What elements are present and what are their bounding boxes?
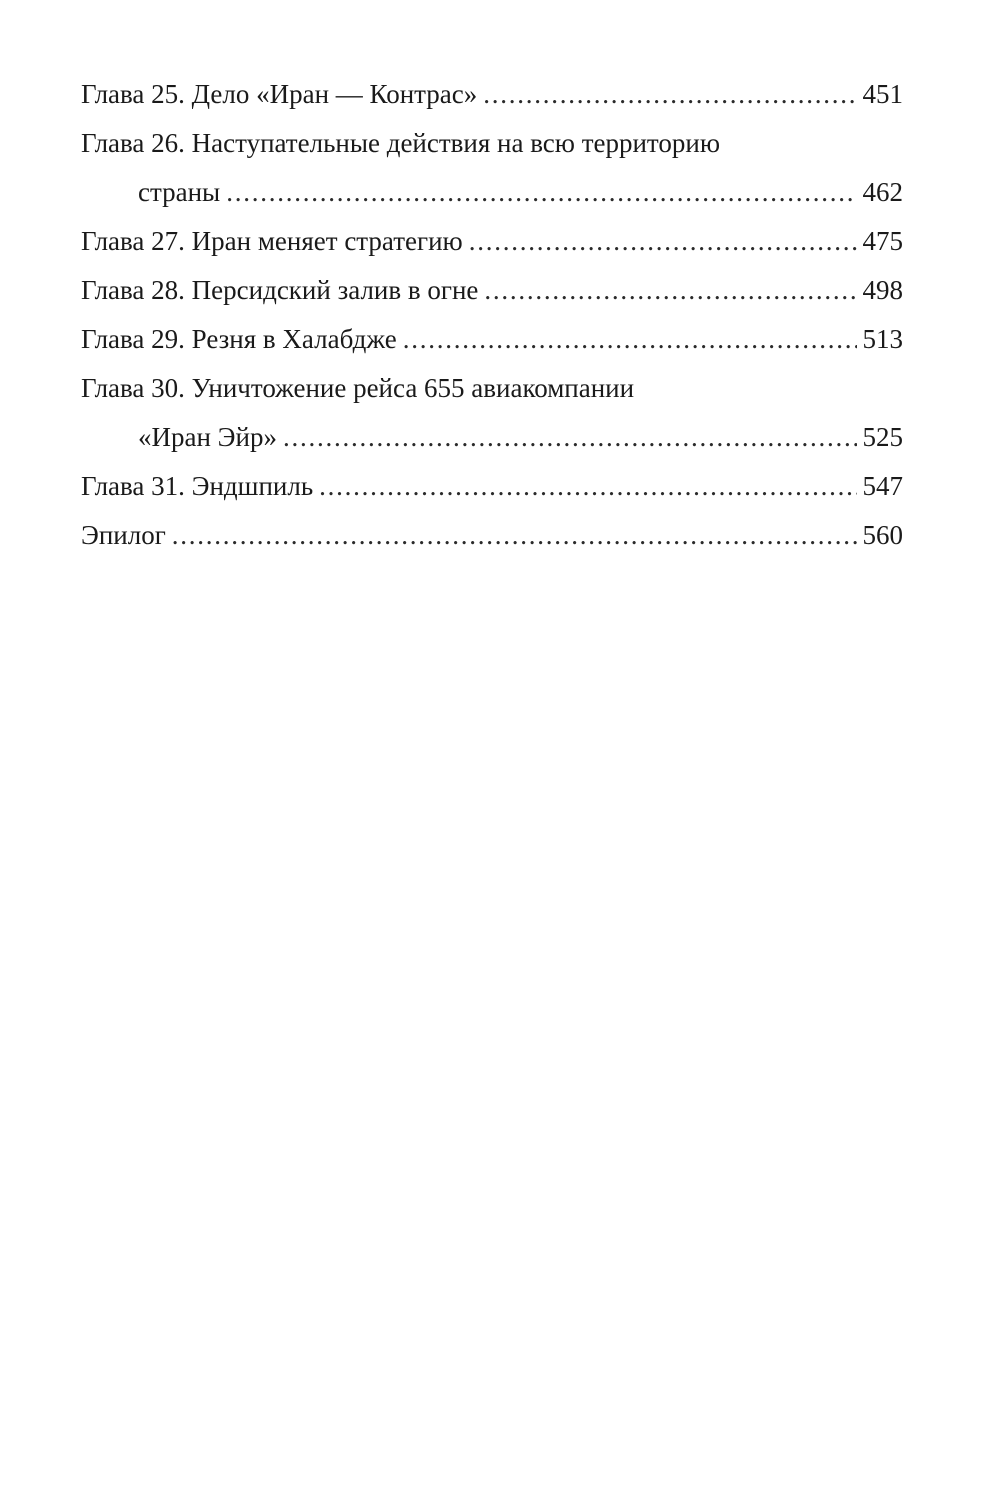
toc-entry-page: 513 bbox=[862, 324, 903, 354]
toc-entry-page: 462 bbox=[862, 177, 903, 207]
toc-entry-chapter-28[interactable] bbox=[81, 266, 903, 315]
dot-leader bbox=[226, 168, 856, 217]
dot-leader bbox=[172, 511, 857, 560]
toc-entry-title: Глава 27. Иран меняет стратегию bbox=[81, 226, 463, 256]
toc-entry-page: 475 bbox=[862, 226, 903, 256]
toc-entry-title: Эпилог bbox=[81, 520, 166, 550]
toc-entry-chapter-27[interactable] bbox=[81, 217, 903, 266]
toc-entry-page: 498 bbox=[862, 275, 903, 305]
toc-entry-title: Глава 26. Наступательные действия на всю территорию bbox=[81, 128, 720, 158]
dot-leader bbox=[283, 413, 857, 462]
toc-entry-title: Глава 30. Уничтожение рейса 655 авиакомпании bbox=[81, 373, 635, 403]
toc-entry-page: 525 bbox=[862, 422, 903, 452]
dot-leader bbox=[469, 217, 857, 266]
dot-leader bbox=[403, 315, 857, 364]
dot-leader bbox=[483, 70, 856, 119]
toc-entry-title: Глава 29. Резня в Халабдже bbox=[81, 324, 397, 354]
toc-entry-title-continuation: страны bbox=[138, 177, 221, 207]
toc-entry-title-continuation: «Иран Эйр» bbox=[138, 422, 277, 452]
toc-entry-page: 547 bbox=[862, 471, 903, 501]
toc-entry-chapter-30-line1[interactable] bbox=[81, 364, 903, 413]
toc-entry-chapter-26-line2[interactable] bbox=[81, 168, 903, 217]
toc-entry-epilogue[interactable] bbox=[81, 511, 903, 560]
toc-entry-page: 560 bbox=[862, 520, 903, 550]
toc-entry-title: Глава 28. Персидский залив в огне bbox=[81, 275, 479, 305]
table-of-contents bbox=[81, 70, 903, 560]
toc-entry-title: Глава 31. Эндшпиль bbox=[81, 471, 314, 501]
toc-entry-chapter-29[interactable] bbox=[81, 315, 903, 364]
toc-entry-chapter-25[interactable] bbox=[81, 70, 903, 119]
toc-entry-page: 451 bbox=[862, 79, 903, 109]
toc-entry-chapter-31[interactable] bbox=[81, 462, 903, 511]
toc-entry-chapter-30-line2[interactable] bbox=[81, 413, 903, 462]
dot-leader bbox=[484, 266, 856, 315]
dot-leader bbox=[319, 462, 856, 511]
toc-entry-title: Глава 25. Дело «Иран — Контрас» bbox=[81, 79, 478, 109]
toc-entry-chapter-26-line1[interactable] bbox=[81, 119, 903, 168]
